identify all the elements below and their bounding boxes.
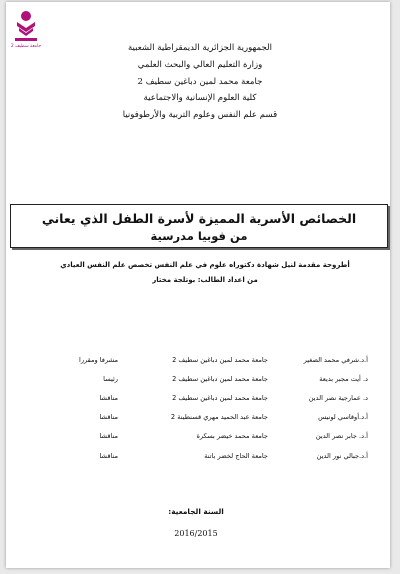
member-name: أ.د.أوقاسي لونيس <box>318 413 368 422</box>
member-role: مشرفا ومقررا <box>78 355 118 364</box>
institution-header <box>70 40 330 124</box>
thesis-title-box <box>10 204 388 248</box>
university-logo-icon <box>9 8 43 48</box>
table-row <box>24 408 368 427</box>
committee-table <box>24 350 368 465</box>
table-row <box>24 388 368 407</box>
member-role: مناقشا <box>99 413 118 422</box>
thesis-subtitle: أطروحة مقدمة لنيل شهادة دكتوراه علوم في علم النفس تخصص علم النفس العيادي <box>60 261 350 269</box>
table-row <box>24 427 368 446</box>
member-university: جامعة الحاج لخضر باتنة <box>204 451 268 460</box>
member-role: مناقشا <box>99 432 118 441</box>
member-name: د. عمارجية نصر الدين <box>308 393 368 402</box>
republic-name: الجمهورية الجزائرية الديمقراطية الشعبية <box>127 43 273 53</box>
member-university: جامعة محمد لمين دباغين سطيف 2 <box>172 374 268 383</box>
member-university: جامعة محمد خيضر بسكرة <box>196 432 268 441</box>
member-university: جامعة محمد لمين دباغين سطيف 2 <box>172 355 268 364</box>
member-name: أ.د. جابر نصر الدين <box>315 432 368 441</box>
logo-caption: جامعة سطيف 2 <box>10 44 42 48</box>
table-row <box>24 446 368 465</box>
thesis-title-line-1: الخصائص الأسرية المميزة لأسرة الطفل الذي يعاني <box>41 211 357 226</box>
document-page <box>6 2 390 568</box>
member-name: أ.د.شرفي محمد الصغير <box>303 355 368 364</box>
member-role: رئيسا <box>103 374 118 383</box>
member-university: جامعة محمد لمين دباغين سطيف 2 <box>172 393 268 402</box>
table-row <box>24 369 368 388</box>
member-role: مناقشا <box>99 393 118 402</box>
table-row <box>24 350 368 369</box>
faculty-name: كلية العلوم الإنسانية والاجتماعية <box>143 93 257 104</box>
university-name: جامعة محمد لمين دباغين سطيف 2 <box>137 76 263 87</box>
academic-year-label: السنة الجامعية: <box>168 507 224 516</box>
member-name: أ.د.جبالي نور الدين <box>316 451 368 460</box>
ministry-name: وزارة التعليم العالي والبحث العلمي <box>137 59 263 70</box>
academic-year-value: 2016/2015 <box>174 529 218 538</box>
university-logo <box>9 8 43 48</box>
thesis-author: من اعداد الطالب: بوتلجة مختار <box>152 276 258 284</box>
member-role: مناقشا <box>99 451 118 460</box>
member-name: د. أيت مجبر بديعة <box>319 374 368 383</box>
member-university: جامعة عبد الحميد مهري قسنطينة 2 <box>170 413 268 422</box>
thesis-title-line-2: من فوبيا مدرسية <box>150 229 248 243</box>
department-name: قسم علم النفس وعلوم التربية والأرطوفونيا <box>122 110 278 121</box>
